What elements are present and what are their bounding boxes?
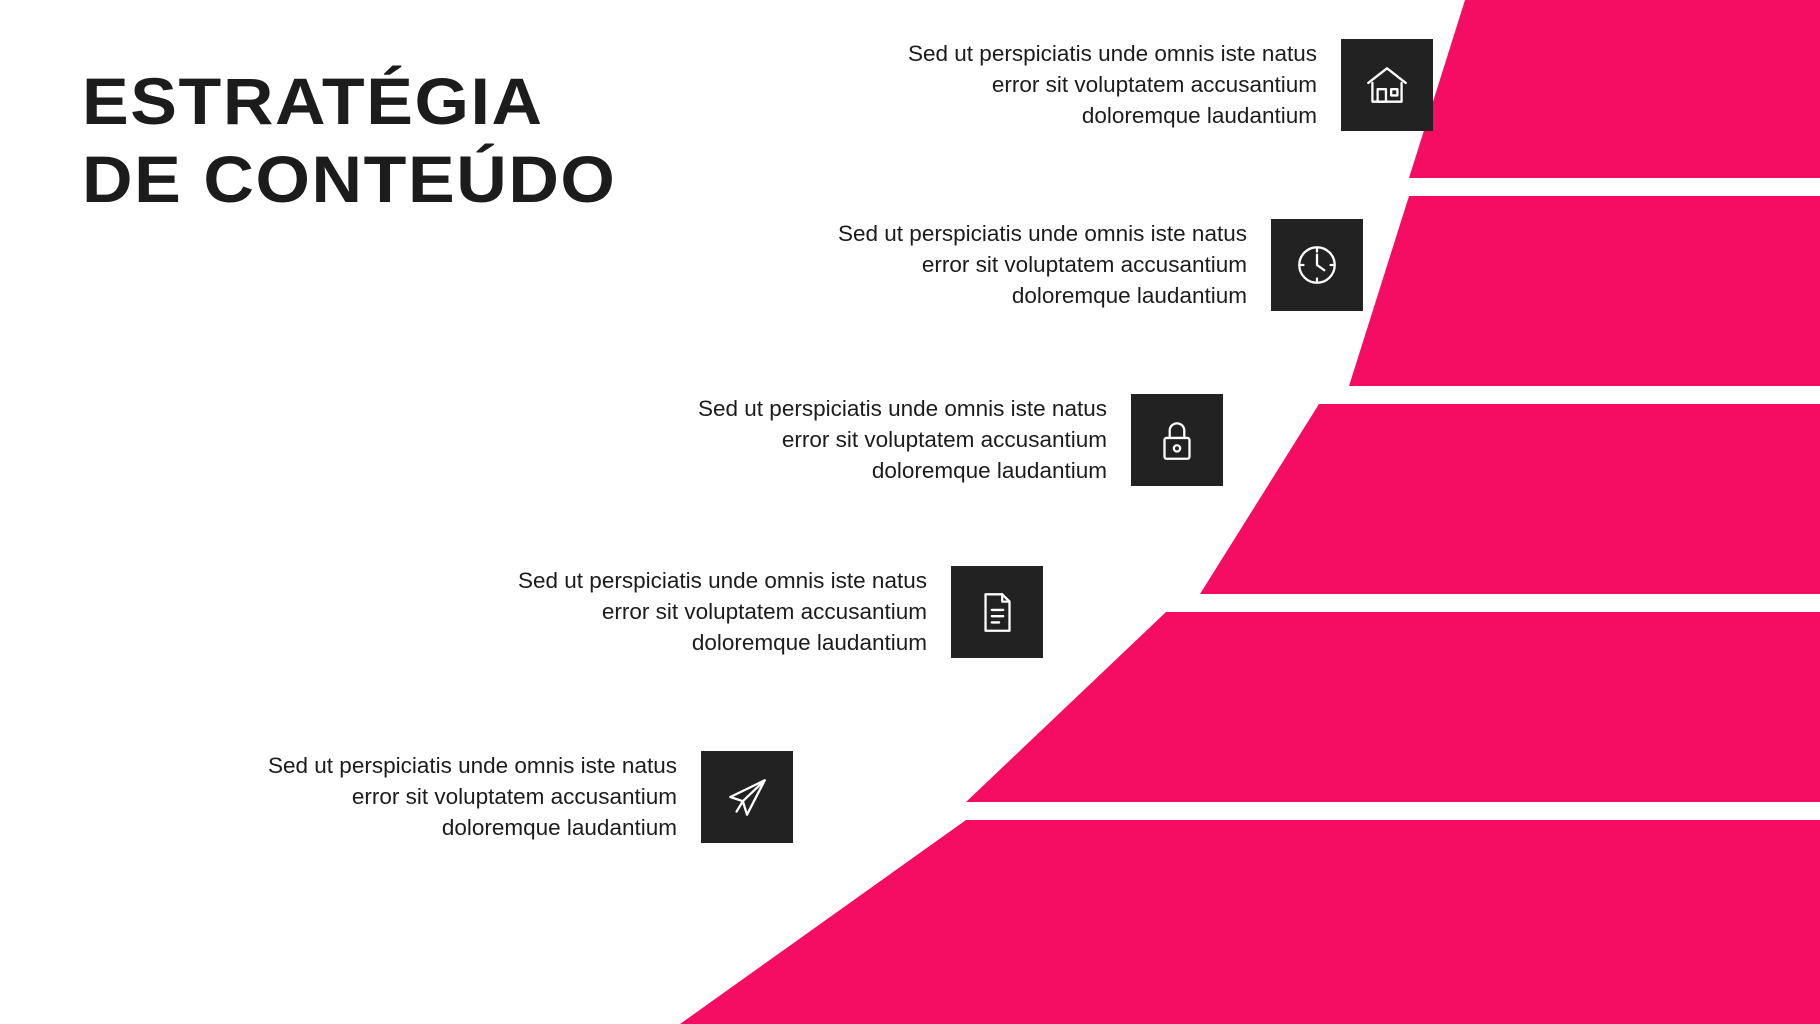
step-4-text-line-2: error sit voluptatem accusantium [601, 599, 927, 624]
step-item-3[interactable] [698, 393, 1223, 486]
step-item-5[interactable] [268, 750, 793, 843]
step-4-icon-box [951, 566, 1043, 658]
step-3-icon-box [1131, 394, 1223, 486]
step-5-icon-box [701, 751, 793, 843]
home-icon [1362, 60, 1412, 110]
step-5-text-line-1: Sed ut perspiciatis unde omnis iste natus [268, 753, 677, 778]
step-5-text [268, 750, 677, 843]
step-item-1[interactable] [908, 38, 1433, 131]
step-1-text [908, 38, 1317, 131]
step-2-text-line-2: error sit voluptatem accusantium [921, 252, 1247, 277]
step-2-text-line-1: Sed ut perspiciatis unde omnis iste natus [838, 221, 1247, 246]
step-1-text-line-1: Sed ut perspiciatis unde omnis iste natus [908, 41, 1317, 66]
clock-icon [1292, 240, 1342, 290]
step-1-icon-box [1341, 39, 1433, 131]
step-2-text-line-3: doloremque laudantium [1011, 283, 1247, 308]
lock-icon [1152, 415, 1202, 465]
step-1-text-line-2: error sit voluptatem accusantium [991, 72, 1317, 97]
step-4-text-line-1: Sed ut perspiciatis unde omnis iste natus [518, 568, 927, 593]
page-title-line-2: DE CONTEÚDO [82, 142, 617, 216]
band-5 [680, 820, 1820, 1024]
step-4-text [518, 565, 927, 658]
step-3-text-line-1: Sed ut perspiciatis unde omnis iste natus [698, 396, 1107, 421]
step-5-text-line-3: doloremque laudantium [441, 815, 677, 840]
page-title [82, 62, 617, 218]
step-2-text [838, 218, 1247, 311]
step-item-4[interactable] [518, 565, 1043, 658]
band-2 [1349, 196, 1820, 386]
page-title-line-1: ESTRATÉGIA [82, 64, 544, 138]
step-4-text-line-3: doloremque laudantium [691, 630, 927, 655]
step-5-text-line-2: error sit voluptatem accusantium [351, 784, 677, 809]
send-paper-plane-icon [722, 772, 772, 822]
step-1-text-line-3: doloremque laudantium [1081, 103, 1317, 128]
step-3-text [698, 393, 1107, 486]
document-icon [972, 587, 1022, 637]
step-3-text-line-2: error sit voluptatem accusantium [781, 427, 1107, 452]
band-1 [1409, 0, 1820, 178]
step-item-2[interactable] [838, 218, 1363, 311]
step-2-icon-box [1271, 219, 1363, 311]
band-4 [966, 612, 1820, 802]
band-3 [1200, 404, 1820, 594]
step-3-text-line-3: doloremque laudantium [871, 458, 1107, 483]
